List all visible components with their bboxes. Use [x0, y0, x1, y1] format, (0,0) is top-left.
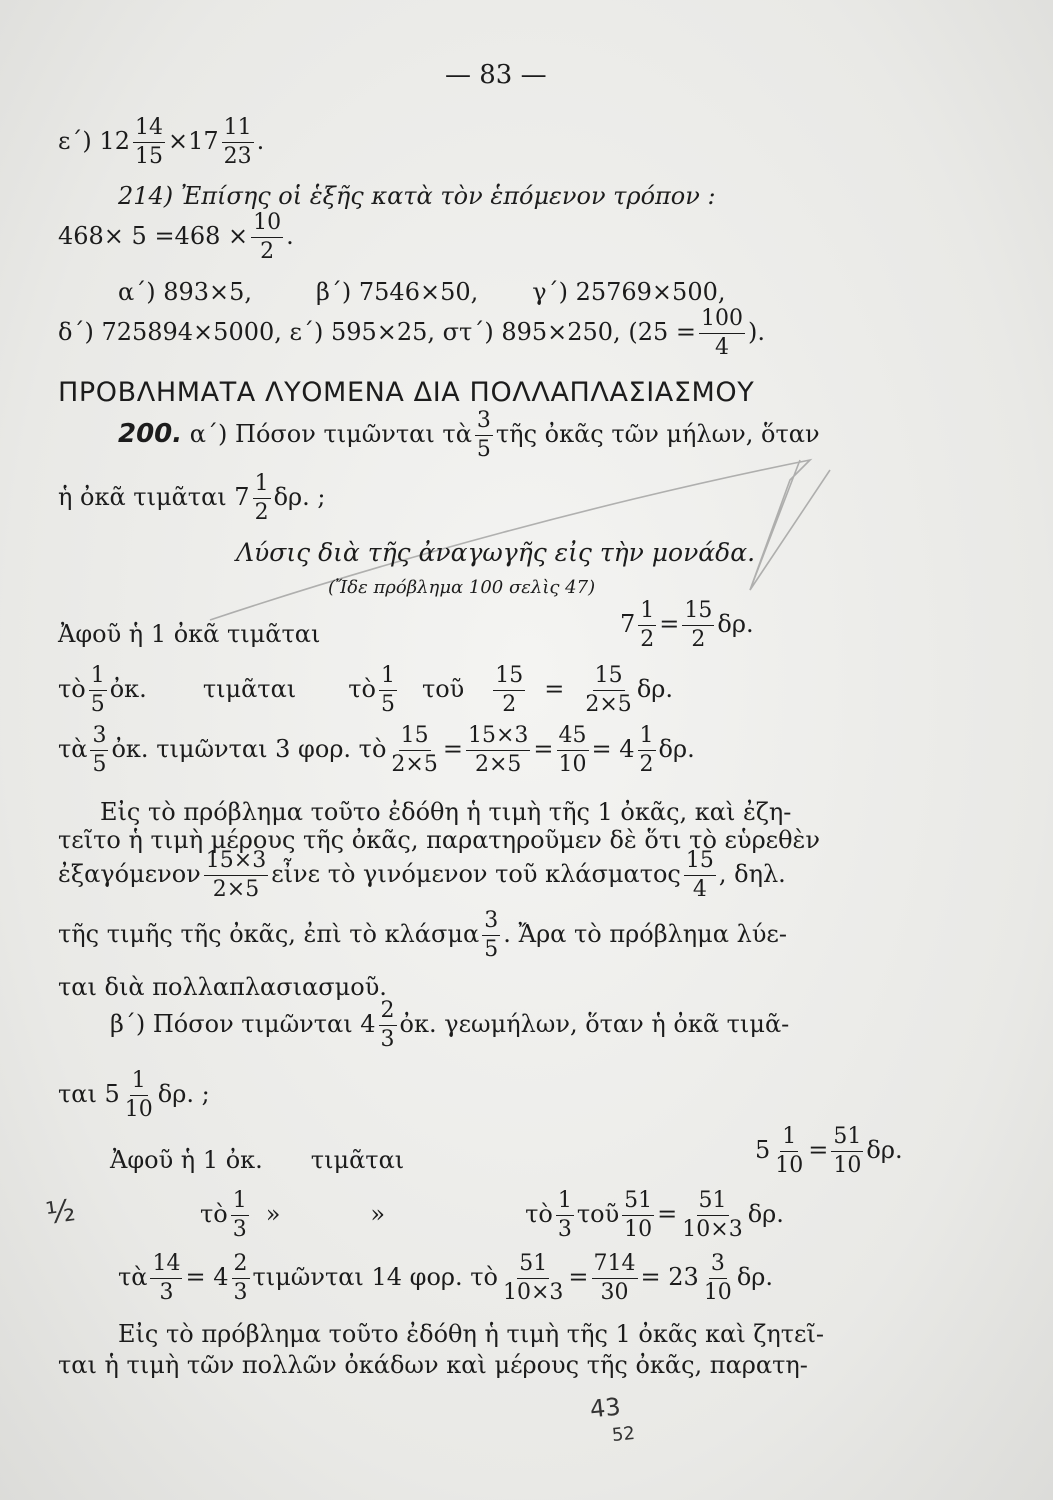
- whole-number: 5: [755, 1136, 771, 1164]
- text-line-1: Εἰς τὸ πρόβλημα τοῦτο ἐδόθη ἡ τιμὴ τῆς 1 ὀκᾶς, καὶ ἐζη-: [100, 798, 792, 826]
- numerator: 15: [399, 725, 431, 751]
- fraction: [466, 725, 530, 776]
- numerator: 51: [517, 1253, 549, 1279]
- ditto-mark: »: [265, 1200, 281, 1228]
- numerator: 1: [253, 473, 271, 499]
- problem-200: [118, 410, 820, 461]
- fraction: [493, 665, 525, 716]
- word: ἐξαγόμενον: [58, 860, 201, 888]
- fraction: [232, 1253, 250, 1304]
- denominator: 30: [600, 1280, 629, 1305]
- fraction: [251, 212, 283, 263]
- equals: =: [657, 1200, 678, 1228]
- text-line-3: [58, 850, 786, 901]
- unit: δρ.: [636, 675, 673, 703]
- denominator: 3: [232, 1217, 247, 1242]
- word: τὸ: [58, 675, 86, 703]
- equals: =: [808, 1136, 829, 1164]
- numerator: 51: [622, 1190, 654, 1216]
- denominator: 23: [223, 144, 252, 169]
- fraction: [222, 117, 254, 168]
- denominator: 3: [159, 1280, 174, 1305]
- problem-200-a: α΄): [189, 420, 228, 448]
- numerator: 51: [831, 1126, 863, 1152]
- solution-line-2: [58, 665, 673, 716]
- numerator: 1: [556, 1190, 574, 1216]
- equation-468-end: .: [286, 222, 294, 250]
- denominator: 10: [124, 1097, 153, 1122]
- denominator: 2: [254, 500, 269, 525]
- problem-200-text1: Πόσον τιμῶνται τὰ: [235, 420, 472, 448]
- fraction: [482, 910, 500, 961]
- problem-200-line2-text: ἡ ὀκᾶ τιμᾶται 7: [58, 483, 250, 511]
- equals: =: [544, 675, 565, 703]
- ditto-mark: »: [370, 1200, 386, 1228]
- word: ὀκ. γεωμήλων, ὅταν ἡ ὀκᾶ τιμᾶ-: [399, 1010, 790, 1038]
- fraction: [684, 850, 716, 901]
- exercise-b: β΄) 7546×50,: [316, 278, 479, 306]
- fraction: [702, 1253, 734, 1304]
- fraction: [123, 1070, 155, 1121]
- fraction: [831, 1126, 863, 1177]
- hint-25-end: ).: [747, 318, 765, 346]
- whole-number: 7: [620, 610, 636, 638]
- fraction: [638, 725, 656, 776]
- reference-note: (Ἴδε πρόβλημα 100 σελὶς 47): [328, 577, 596, 598]
- numerator: 15×3: [466, 725, 530, 751]
- solution-b-line-3: [118, 1253, 773, 1304]
- equals: =: [533, 735, 554, 763]
- numerator: 2: [232, 1253, 250, 1279]
- numerator: 14: [133, 117, 165, 143]
- word: τὸ: [525, 1200, 553, 1228]
- fraction: [90, 725, 108, 776]
- unit: δρ.: [866, 1136, 903, 1164]
- numerator: 3: [90, 725, 108, 751]
- denominator: 2×5: [391, 752, 438, 777]
- denominator: 10×3: [682, 1217, 743, 1242]
- exercise-e-mid: ×17: [167, 127, 219, 155]
- numerator: 1: [780, 1126, 798, 1152]
- text-line-4: [58, 910, 787, 961]
- denominator: 4: [714, 335, 729, 360]
- equals: = 4: [185, 1263, 229, 1291]
- fraction: [204, 850, 268, 901]
- exercise-a: α΄) 893×5,: [118, 278, 253, 306]
- solution-line-1-value: [620, 600, 754, 651]
- fraction: [682, 600, 714, 651]
- exercise-e-end: .: [256, 127, 265, 155]
- solution-b-line-1-left: [110, 1148, 404, 1172]
- denominator: 2×5: [585, 692, 632, 717]
- numerator: 2: [379, 1000, 397, 1026]
- exercise-e2: ε΄) 595×25,: [289, 318, 436, 346]
- numerator: 1: [638, 600, 656, 626]
- numerator: 100: [699, 308, 745, 334]
- problem-200-text2: τῆς ὀκᾶς τῶν μήλων, ὅταν: [495, 420, 820, 448]
- section-heading: ΠΡΟΒΛΗΜΑΤΑ ΛΥΟΜΕΝΑ ΔΙΑ ΠΟΛΛΑΠΛΑΣΙΑΣΜΟΥ: [58, 377, 755, 408]
- fraction: [379, 1000, 397, 1051]
- problem-200-line2-end: δρ. ;: [273, 483, 326, 511]
- bottom-handwriting-1: 43: [588, 1392, 622, 1424]
- fraction: [583, 665, 633, 716]
- fraction: [253, 473, 271, 524]
- denominator: 10: [624, 1217, 653, 1242]
- denominator: 10×3: [502, 1280, 564, 1305]
- word: ται 5: [58, 1080, 120, 1108]
- fraction: [699, 308, 745, 359]
- fraction: [150, 1253, 182, 1304]
- fraction: [379, 665, 397, 716]
- equals: =: [442, 735, 463, 763]
- word: εἶνε τὸ γινόμενον τοῦ κλάσματος: [271, 860, 681, 888]
- numerator: 11: [222, 117, 254, 143]
- problem-214-text: Ἐπίσης οἱ ἑξῆς κατὰ τὸν ἑπόμενον τρόπον :: [180, 182, 716, 210]
- denominator: 5: [476, 437, 491, 462]
- word: τιμᾶται: [202, 675, 297, 703]
- problem-214: [118, 184, 716, 208]
- equals: = 4: [591, 735, 635, 763]
- fraction: [773, 1126, 805, 1177]
- denominator: 2: [502, 692, 517, 717]
- numerator: 15: [684, 850, 716, 876]
- word: . Ἄρα τὸ πρόβλημα λύε-: [503, 920, 787, 948]
- word: τοῦ: [576, 1200, 620, 1228]
- problem-214-number: 214): [118, 182, 174, 210]
- fraction: [680, 1190, 744, 1241]
- word: , δηλ.: [718, 860, 786, 888]
- word: τὸ: [348, 675, 376, 703]
- fraction: [475, 410, 493, 461]
- unit: δρ.: [717, 610, 754, 638]
- denominator: 10: [775, 1153, 804, 1178]
- numerator: 3: [475, 410, 493, 436]
- solution-b-line-1-value: [755, 1126, 903, 1177]
- word: τιμᾶται: [310, 1146, 405, 1174]
- numerator: 1: [89, 665, 107, 691]
- fraction: [133, 117, 165, 168]
- text-line-5: ται διὰ πολλαπλασιασμοῦ.: [58, 973, 387, 1001]
- denominator: 10: [833, 1153, 862, 1178]
- numerator: 45: [557, 725, 589, 751]
- denominator: 10: [703, 1280, 732, 1305]
- denominator: 2: [260, 239, 275, 264]
- fraction: [592, 1253, 638, 1304]
- fraction: [557, 725, 589, 776]
- exercise-row-a: [118, 280, 725, 304]
- denominator: 5: [92, 752, 107, 777]
- text-line-7: ται ἡ τιμὴ τῶν πολλῶν ὀκάδων καὶ μέρους τῆς ὀκᾶς, παρατη-: [58, 1351, 808, 1379]
- solution-line-3: [58, 725, 695, 776]
- denominator: 2×5: [212, 877, 260, 902]
- word: τὸ: [200, 1200, 228, 1228]
- text-line-6: Εἰς τὸ πρόβλημα τοῦτο ἐδόθη ἡ τιμὴ τῆς 1 ὀκᾶς καὶ ζητεῖ-: [118, 1320, 825, 1348]
- word: τὰ: [58, 735, 88, 763]
- numerator: 1: [379, 665, 397, 691]
- denominator: 2: [640, 627, 655, 652]
- bottom-handwriting-2: 52: [610, 1422, 636, 1447]
- fraction: [501, 1253, 565, 1304]
- numerator: 714: [592, 1253, 638, 1279]
- unit: δρ.: [658, 735, 695, 763]
- fraction: [231, 1190, 249, 1241]
- solution-b-line-2: [200, 1190, 784, 1241]
- numerator: 51: [697, 1190, 729, 1216]
- hint-25: (25 =: [628, 318, 696, 346]
- margin-handwriting: ½: [43, 1193, 78, 1232]
- word: ὀκ. τιμῶνται 3 φορ. τὸ: [111, 735, 387, 763]
- fraction: [389, 725, 439, 776]
- denominator: 2×5: [474, 752, 522, 777]
- numerator: 15: [593, 665, 625, 691]
- word: τιμῶνται 14 φορ. τὸ: [252, 1263, 498, 1291]
- text-line-2: τεῖτο ἡ τιμὴ μέρους τῆς ὀκᾶς, παρατηροῦμεν δὲ ὅτι τὸ εὑρεθὲν: [58, 826, 821, 854]
- word: ὀκ.: [109, 675, 147, 703]
- numerator: 15×3: [204, 850, 268, 876]
- fraction: [638, 600, 656, 651]
- denominator: 10: [558, 752, 587, 777]
- unit: δρ.: [747, 1200, 784, 1228]
- problem-b: [110, 1000, 789, 1051]
- equals: =: [568, 1263, 589, 1291]
- denominator: 2: [691, 627, 706, 652]
- numerator: 1: [638, 725, 656, 751]
- numerator: 1: [130, 1070, 148, 1096]
- numerator: 3: [482, 910, 500, 936]
- word: δρ. ;: [157, 1080, 210, 1108]
- denominator: 3: [380, 1027, 395, 1052]
- denominator: 3: [233, 1280, 248, 1305]
- denominator: 2: [639, 752, 654, 777]
- fraction: [622, 1190, 654, 1241]
- equation-468-left: 468× 5 =468 ×: [58, 222, 249, 250]
- solution-subheading: Λύσις διὰ τῆς ἀναγωγῆς εἰς τὴν μονάδα.: [236, 538, 756, 567]
- denominator: 3: [557, 1217, 572, 1242]
- exercise-e: [58, 117, 264, 168]
- word: τοῦ: [421, 675, 465, 703]
- equals: = 23: [640, 1263, 699, 1291]
- numerator: 14: [150, 1253, 182, 1279]
- exercise-st: στ΄) 895×250,: [442, 318, 621, 346]
- numerator: 15: [493, 665, 525, 691]
- word: τῆς τιμῆς τῆς ὀκᾶς, ἐπὶ τὸ κλάσμα: [58, 920, 480, 948]
- numerator: 10: [251, 212, 283, 238]
- exercise-c: γ΄) 25769×500,: [532, 278, 726, 306]
- word: β΄) Πόσον τιμῶνται 4: [110, 1010, 376, 1038]
- exercise-e-label: ε΄) 12: [58, 127, 130, 155]
- equation-468: [58, 212, 294, 263]
- problem-b-line2: [58, 1070, 210, 1121]
- denominator: 15: [134, 144, 163, 169]
- numerator: 1: [231, 1190, 249, 1216]
- page-number: — 83 —: [445, 60, 547, 90]
- denominator: 5: [484, 937, 499, 962]
- problem-200-line2: [58, 473, 325, 524]
- exercise-d: δ΄) 725894×5000,: [58, 318, 282, 346]
- equals: =: [659, 610, 680, 638]
- word: Ἀφοῦ ἡ 1 ὀκ.: [110, 1146, 263, 1174]
- fraction: [89, 665, 107, 716]
- word: τὰ: [118, 1263, 148, 1291]
- unit: δρ.: [736, 1263, 773, 1291]
- numerator: 3: [709, 1253, 727, 1279]
- fraction: [556, 1190, 574, 1241]
- problem-200-number: 200.: [118, 419, 183, 449]
- solution-line-1: Ἀφοῦ ἡ 1 ὀκᾶ τιμᾶται: [58, 620, 321, 648]
- exercise-row-d: [58, 308, 765, 359]
- denominator: 5: [90, 692, 105, 717]
- denominator: 4: [692, 877, 707, 902]
- numerator: 15: [682, 600, 714, 626]
- denominator: 5: [380, 692, 395, 717]
